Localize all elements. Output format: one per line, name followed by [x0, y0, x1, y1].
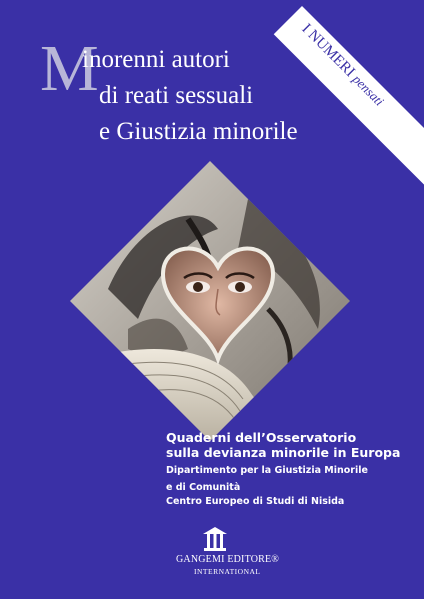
cover-photo — [68, 159, 352, 443]
title-line-2: di reati sessuali — [99, 82, 254, 109]
title-initial: M — [40, 32, 99, 105]
publisher — [176, 526, 280, 576]
centre-line: Centro Europeo di Studi di Nisida — [166, 496, 345, 507]
department-line-1: Dipartimento per la Giustizia Minorile — [166, 465, 368, 476]
publisher-name: GANGEMI EDITORE® — [176, 554, 280, 565]
title-line-1: inorenni autori — [82, 46, 230, 73]
series-name-line-2: sulla devianza minorile in Europa — [166, 445, 401, 460]
series-badge — [277, 6, 424, 169]
department-line-2: e di Comunità — [166, 482, 241, 493]
publisher-international: INTERNATIONAL — [194, 567, 261, 576]
series-name-line-1: Quaderni dell’Osservatorio — [166, 430, 357, 445]
publisher-logo-icon — [200, 526, 230, 554]
title-line-3: e Giustizia minorile — [99, 118, 298, 145]
series-badge-pensati: pensati — [349, 71, 388, 109]
series-badge-numeri: I NUMERI — [298, 20, 358, 81]
